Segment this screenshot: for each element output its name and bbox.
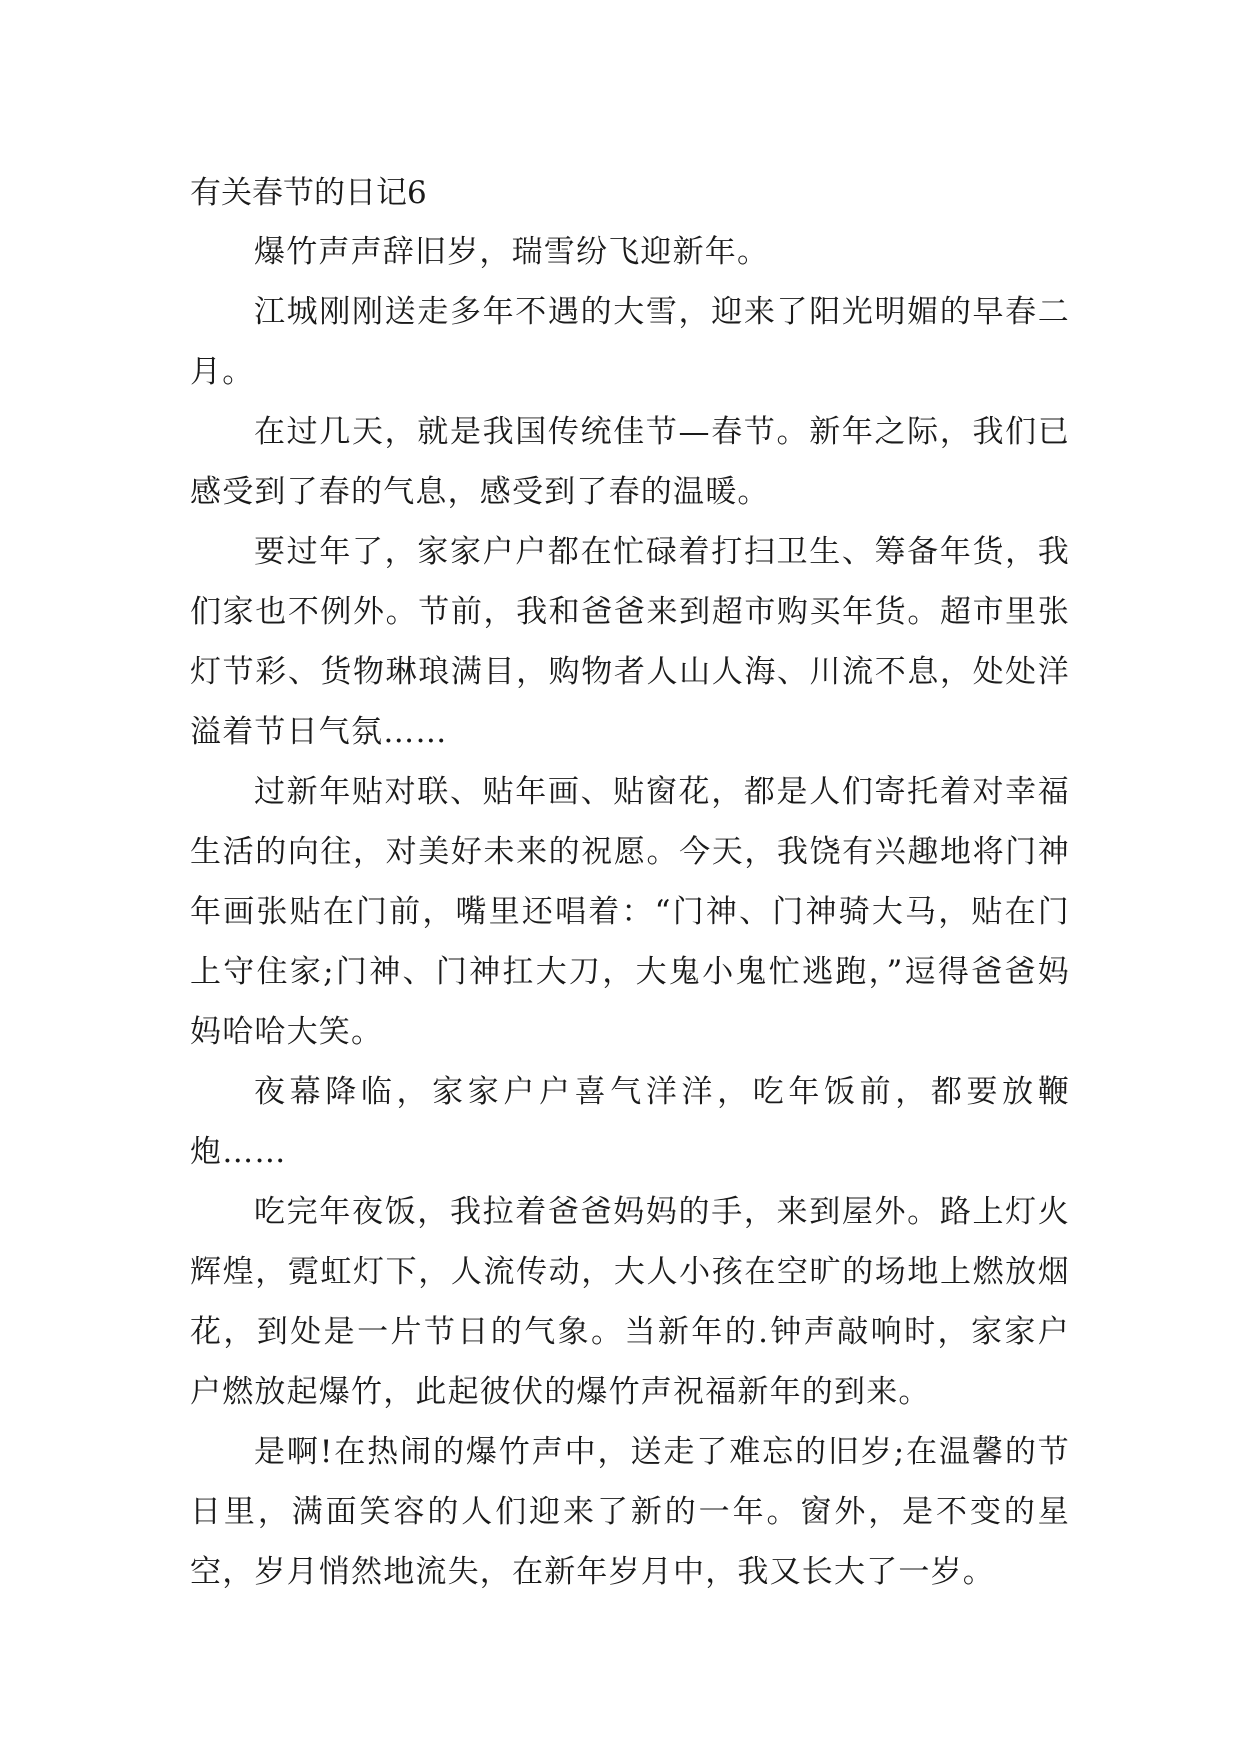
paragraph-6: 夜幕降临，家家户户喜气洋洋，吃年饭前，都要放鞭炮…… (190, 1074, 1070, 1170)
document-title: 有关春节的日记6 (190, 175, 427, 211)
paragraph-1: 爆竹声声辞旧岁，瑞雪纷飞迎新年。 (254, 234, 770, 270)
paragraph-5: 过新年贴对联、贴年画、贴窗花，都是人们寄托着对幸福生活的向往，对美好未来的祝愿。今天，我饶有兴趣地将门神年画张贴在门前，嘴里还唱着：“门神、门神骑大马，贴在门上守住家;门神、门神扛大刀，大鬼小鬼忙逃跑，”逗得爸爸妈妈哈哈大笑。 (190, 774, 1070, 1050)
paragraph-8: 是啊!在热闹的爆竹声中，送走了难忘的旧岁;在温馨的节日里，满面笑容的人们迎来了新的一年。窗外，是不变的星空，岁月悄然地流失，在新年岁月中，我又长大了一岁。 (190, 1434, 1070, 1590)
paragraph-7: 吃完年夜饭，我拉着爸爸妈妈的手，来到屋外。路上灯火辉煌，霓虹灯下，人流传动，大人小孩在空旷的场地上燃放烟花，到处是一片节日的气象。当新年的.钟声敲响时，家家户户燃放起爆竹，此起彼伏的爆竹声祝福新年的到来。 (190, 1194, 1070, 1410)
paragraph-3: 在过几天，就是我国传统佳节—春节。新年之际，我们已感受到了春的气息，感受到了春的温暖。 (190, 414, 1070, 510)
paragraph-2: 江城刚刚送走多年不遇的大雪，迎来了阳光明媚的早春二月。 (190, 294, 1070, 390)
document-page (190, 164, 1070, 1602)
paragraph-4: 要过年了，家家户户都在忙碌着打扫卫生、筹备年货，我们家也不例外。节前，我和爸爸来到超市购买年货。超市里张灯节彩、货物琳琅满目，购物者人山人海、川流不息，处处洋溢着节日气氛…… (190, 534, 1070, 750)
